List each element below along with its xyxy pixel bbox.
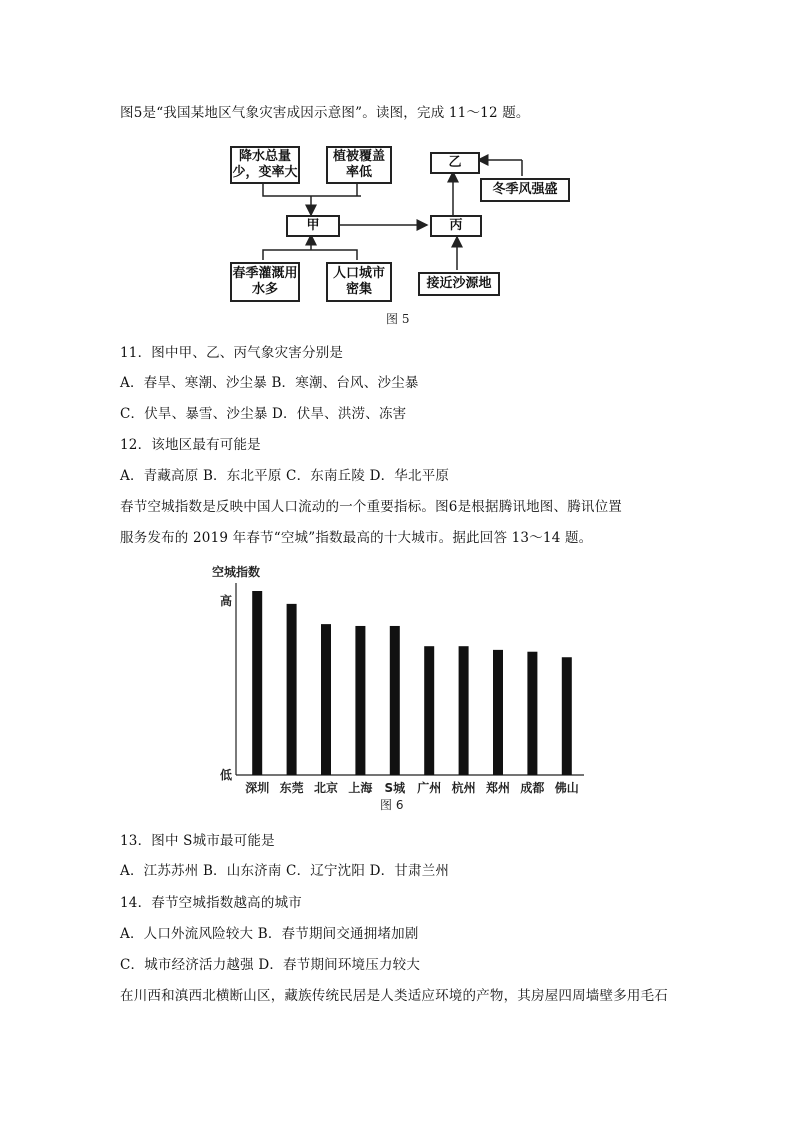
bar-8 (527, 652, 537, 775)
box-spring-irrigation: 春季灌溉用水多 (230, 262, 300, 302)
x-tick-label-7: 郑州 (485, 781, 511, 795)
y-axis-label: 空城指数 (212, 565, 261, 579)
question-14-stem: 14．春节空城指数越高的城市 (120, 895, 302, 911)
bar-1 (287, 604, 297, 775)
box-winter-monsoon: 冬季风强盛 (480, 178, 570, 202)
box-jia: 甲 (286, 215, 340, 237)
x-tick-label-5: 广州 (417, 781, 442, 795)
bar-9 (562, 657, 572, 775)
bar-6 (459, 646, 469, 775)
box-near-sand-source: 接近沙源地 (418, 272, 500, 296)
intro-text-fig6-line1: 春节空城指数是反映中国人口流动的一个重要指标。图6是根据腾讯地图、腾讯位置 (120, 499, 622, 515)
bar-4 (390, 626, 400, 775)
box-low-rainfall: 降水总量少，变率大 (230, 146, 300, 184)
figure-6-caption: 图 6 (380, 798, 404, 812)
bar-0 (252, 591, 262, 775)
figure-5-caption: 图 5 (386, 312, 410, 326)
bar-5 (424, 646, 434, 775)
box-dense-population: 人口城市密集 (326, 262, 392, 302)
intro-text-fig6-line2: 服务发布的 2019 年春节“空城”指数最高的十大城市。据此回答 13～14 题。 (120, 530, 593, 546)
bar-3 (355, 626, 365, 775)
question-11-stem: 11．图中甲、乙、丙气象灾害分别是 (120, 345, 344, 361)
x-tick-label-4: S城 (384, 781, 406, 795)
x-tick-label-2: 北京 (313, 781, 339, 795)
question-13-options: A．江苏苏州 B．山东济南 C．辽宁沈阳 D．甘肃兰州 (120, 863, 450, 879)
question-12-options: A．青藏高原 B．东北平原 C．东南丘陵 D．华北平原 (120, 468, 450, 484)
figure-5-diagram (222, 140, 578, 330)
box-low-vegetation: 植被覆盖率低 (326, 146, 392, 184)
question-11-options-cd: C．伏旱、暴雪、沙尘暴 D．伏旱、洪涝、冻害 (120, 406, 407, 422)
question-13-stem: 13．图中 S城市最可能是 (120, 833, 275, 849)
x-tick-label-6: 杭州 (451, 781, 476, 795)
y-tick-high: 高 (220, 594, 233, 608)
question-14-options-cd: C．城市经济活力越强 D．春节期间环境压力较大 (120, 957, 421, 973)
x-tick-label-8: 成都 (520, 781, 545, 795)
box-yi: 乙 (430, 152, 480, 174)
bar-7 (493, 650, 503, 775)
question-11-options-ab: A．春旱、寒潮、沙尘暴 B．寒潮、台风、沙尘暴 (120, 375, 419, 391)
y-tick-low: 低 (220, 768, 233, 782)
x-tick-label-3: 上海 (348, 781, 373, 795)
x-tick-label-9: 佛山 (554, 781, 579, 795)
trailing-passage-text: 在川西和滇西北横断山区，藏族传统民居是人类适应环境的产物，其房屋四周墙壁多用毛石 (120, 988, 668, 1004)
question-12-stem: 12．该地区最有可能是 (120, 437, 261, 453)
intro-text-fig5: 图5是“我国某地区气象灾害成因示意图”。读图，完成 11～12 题。 (120, 105, 530, 121)
figure-6-bar-chart (208, 563, 588, 813)
x-tick-label-0: 深圳 (245, 781, 270, 795)
question-14-options-ab: A．人口外流风险较大 B．春节期间交通拥堵加剧 (120, 926, 419, 942)
bar-2 (321, 624, 331, 775)
box-bing: 丙 (430, 215, 482, 237)
x-tick-label-1: 东莞 (279, 781, 304, 795)
